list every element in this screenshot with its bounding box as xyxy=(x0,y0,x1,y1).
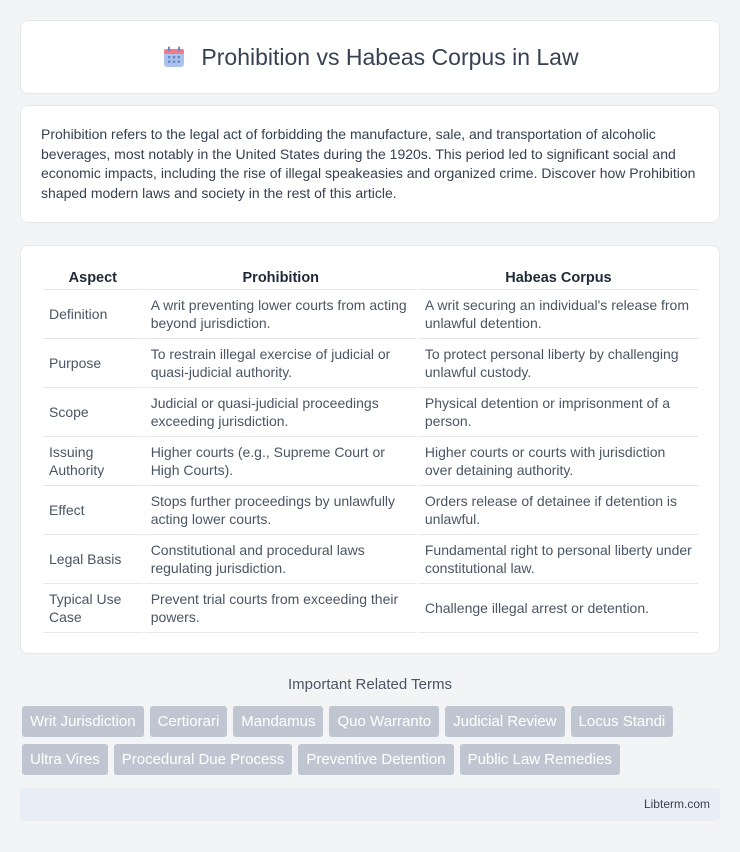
term-tag-public-law-remedies[interactable]: Public Law Remedies xyxy=(460,744,620,775)
footer xyxy=(20,788,720,821)
column-header-habeas-corpus: Habeas Corpus xyxy=(419,266,698,290)
term-tag-writ-jurisdiction[interactable]: Writ Jurisdiction xyxy=(22,706,144,737)
term-tag-judicial-review[interactable]: Judicial Review xyxy=(445,706,564,737)
row-aspect: Issuing Authority xyxy=(43,437,143,486)
table-row xyxy=(43,388,698,437)
table-row xyxy=(43,290,698,339)
row-habeas-corpus: Orders release of detainee if detention is unlawful. xyxy=(419,486,698,535)
term-tag-locus-standi[interactable]: Locus Standi xyxy=(571,706,674,737)
intro-text: Prohibition refers to the legal act of forbidding the manufacture, sale, and transportation of alcoholic beverages, most notably in the United States during the 1920s. This period led to significant social and economic impacts, including the rise of illegal speakeasies and organized crime. Discover how Prohibition shaped modern laws and society in the rest of this article. xyxy=(41,126,696,201)
row-habeas-corpus: To protect personal liberty by challenging unlawful custody. xyxy=(419,339,698,388)
row-prohibition: Judicial or quasi-judicial proceedings exceeding jurisdiction. xyxy=(145,388,417,437)
row-prohibition: Stops further proceedings by unlawfully acting lower courts. xyxy=(145,486,417,535)
row-prohibition: Constitutional and procedural laws regulating jurisdiction. xyxy=(145,535,417,584)
comparison-table xyxy=(41,266,700,633)
related-terms-title: Important Related Terms xyxy=(288,676,452,693)
row-aspect: Effect xyxy=(43,486,143,535)
row-aspect: Scope xyxy=(43,388,143,437)
table-row xyxy=(43,584,698,633)
term-tag-procedural-due-process[interactable]: Procedural Due Process xyxy=(114,744,293,775)
row-prohibition: Prevent trial courts from exceeding their powers. xyxy=(145,584,417,633)
intro-card xyxy=(20,105,720,223)
comparison-table-card xyxy=(20,245,720,654)
term-tag-certiorari[interactable]: Certiorari xyxy=(150,706,228,737)
term-tag-quo-warranto[interactable]: Quo Warranto xyxy=(329,706,439,737)
calendar-icon xyxy=(161,44,187,70)
term-tag-preventive-detention[interactable]: Preventive Detention xyxy=(298,744,453,775)
page-title: Prohibition vs Habeas Corpus in Law xyxy=(201,43,579,70)
table-header-row xyxy=(43,266,698,290)
row-aspect: Definition xyxy=(43,290,143,339)
row-habeas-corpus: Higher courts or courts with jurisdiction over detaining authority. xyxy=(419,437,698,486)
row-aspect: Legal Basis xyxy=(43,535,143,584)
column-header-aspect: Aspect xyxy=(43,266,143,290)
table-row xyxy=(43,437,698,486)
table-row xyxy=(43,535,698,584)
table-row xyxy=(43,486,698,535)
row-aspect: Typical Use Case xyxy=(43,584,143,633)
row-prohibition: To restrain illegal exercise of judicial or quasi-judicial authority. xyxy=(145,339,417,388)
row-habeas-corpus: Physical detention or imprisonment of a person. xyxy=(419,388,698,437)
header-card xyxy=(20,20,720,94)
row-habeas-corpus: Challenge illegal arrest or detention. xyxy=(419,584,698,633)
related-terms-list xyxy=(22,706,722,775)
term-tag-mandamus[interactable]: Mandamus xyxy=(233,706,323,737)
term-tag-ultra-vires[interactable]: Ultra Vires xyxy=(22,744,108,775)
footer-site-link[interactable]: Libterm.com xyxy=(643,797,710,811)
row-prohibition: A writ preventing lower courts from acting beyond jurisdiction. xyxy=(145,290,417,339)
row-aspect: Purpose xyxy=(43,339,143,388)
table-row xyxy=(43,339,698,388)
row-prohibition: Higher courts (e.g., Supreme Court or High Courts). xyxy=(145,437,417,486)
row-habeas-corpus: A writ securing an individual's release from unlawful detention. xyxy=(419,290,698,339)
column-header-prohibition: Prohibition xyxy=(145,266,417,290)
row-habeas-corpus: Fundamental right to personal liberty under constitutional law. xyxy=(419,535,698,584)
